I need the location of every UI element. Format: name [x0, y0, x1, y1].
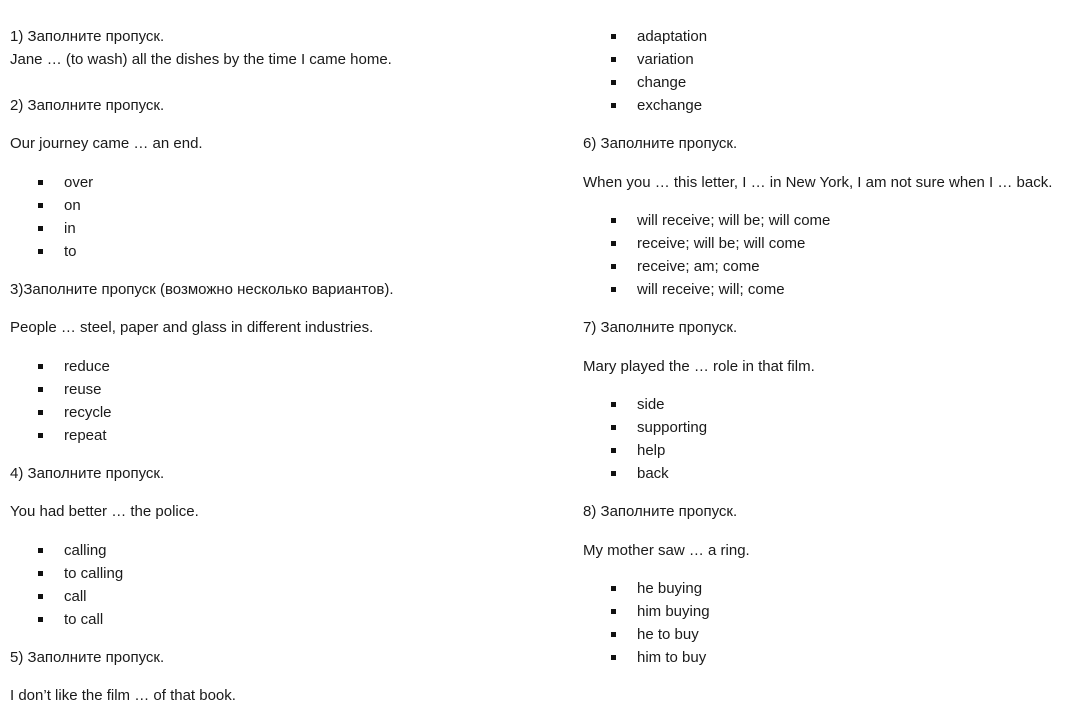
q2-heading: 2) Заполните пропуск. — [10, 97, 165, 114]
q5-sentence: I don’t like the film … of that book. — [10, 687, 236, 704]
bullet-icon — [611, 448, 616, 453]
q6-sentence: When you … this letter, I … in New York, I am not sure when I … back. — [583, 174, 1053, 191]
q2-sentence: Our journey came … an end. — [10, 135, 203, 152]
q7-sentence: Mary played the … role in that film. — [583, 358, 815, 375]
bullet-icon — [611, 287, 616, 292]
bullet-icon — [611, 471, 616, 476]
bullet-icon — [611, 57, 616, 62]
q7-option-1[interactable]: side — [637, 396, 665, 413]
q8-sentence: My mother saw … a ring. — [583, 542, 750, 559]
q3-option-2[interactable]: reuse — [64, 381, 102, 398]
bullet-icon — [38, 364, 43, 369]
q3-option-3[interactable]: recycle — [64, 404, 112, 421]
q1-heading: 1) Заполните пропуск. — [10, 28, 165, 45]
bullet-icon — [38, 410, 43, 415]
q2-option-4[interactable]: to — [64, 243, 77, 260]
q7-option-3[interactable]: help — [637, 442, 666, 459]
bullet-icon — [38, 433, 43, 438]
q8-option-2[interactable]: him buying — [637, 603, 710, 620]
bullet-icon — [38, 617, 43, 622]
q3-heading: 3)Заполните пропуск (возможно несколько вариантов). — [10, 281, 394, 298]
q2-option-2[interactable]: on — [64, 197, 81, 214]
bullet-icon — [611, 80, 616, 85]
bullet-icon — [611, 655, 616, 660]
q3-sentence: People … steel, paper and glass in different industries. — [10, 319, 374, 336]
q6-heading: 6) Заполните пропуск. — [583, 135, 738, 152]
bullet-icon — [38, 249, 43, 254]
q6-option-4[interactable]: will receive; will; come — [637, 281, 785, 298]
q4-option-3[interactable]: call — [64, 588, 87, 605]
q4-option-1[interactable]: calling — [64, 542, 107, 559]
q7-option-4[interactable]: back — [637, 465, 669, 482]
q5-option-2[interactable]: variation — [637, 51, 694, 68]
bullet-icon — [38, 387, 43, 392]
bullet-icon — [38, 203, 43, 208]
q2-option-3[interactable]: in — [64, 220, 76, 237]
q1-sentence: Jane … (to wash) all the dishes by the time I came home. — [10, 51, 392, 68]
bullet-icon — [611, 609, 616, 614]
bullet-icon — [611, 241, 616, 246]
bullet-icon — [611, 425, 616, 430]
q4-heading: 4) Заполните пропуск. — [10, 465, 165, 482]
q3-option-4[interactable]: repeat — [64, 427, 107, 444]
bullet-icon — [611, 632, 616, 637]
q6-option-2[interactable]: receive; will be; will come — [637, 235, 806, 252]
bullet-icon — [611, 103, 616, 108]
q8-option-4[interactable]: him to buy — [637, 649, 707, 666]
bullet-icon — [611, 218, 616, 223]
bullet-icon — [611, 402, 616, 407]
q6-option-1[interactable]: will receive; will be; will come — [637, 212, 831, 229]
bullet-icon — [611, 34, 616, 39]
bullet-icon — [38, 226, 43, 231]
q5-option-3[interactable]: change — [637, 74, 687, 91]
q2-option-1[interactable]: over — [64, 174, 94, 191]
bullet-icon — [611, 264, 616, 269]
q4-option-2[interactable]: to calling — [64, 565, 124, 582]
q8-option-3[interactable]: he to buy — [637, 626, 699, 643]
bullet-icon — [38, 571, 43, 576]
q5-option-1[interactable]: adaptation — [637, 28, 708, 45]
q7-option-2[interactable]: supporting — [637, 419, 708, 436]
q4-option-4[interactable]: to call — [64, 611, 104, 628]
q5-option-4[interactable]: exchange — [637, 97, 703, 114]
q4-sentence: You had better … the police. — [10, 503, 199, 520]
bullet-icon — [38, 180, 43, 185]
q8-option-1[interactable]: he buying — [637, 580, 703, 597]
q5-heading: 5) Заполните пропуск. — [10, 649, 165, 666]
bullet-icon — [611, 586, 616, 591]
q3-option-1[interactable]: reduce — [64, 358, 110, 375]
q7-heading: 7) Заполните пропуск. — [583, 319, 738, 336]
bullet-icon — [38, 548, 43, 553]
q6-option-3[interactable]: receive; am; come — [637, 258, 760, 275]
q8-heading: 8) Заполните пропуск. — [583, 503, 738, 520]
bullet-icon — [38, 594, 43, 599]
right-column — [573, 0, 1073, 716]
